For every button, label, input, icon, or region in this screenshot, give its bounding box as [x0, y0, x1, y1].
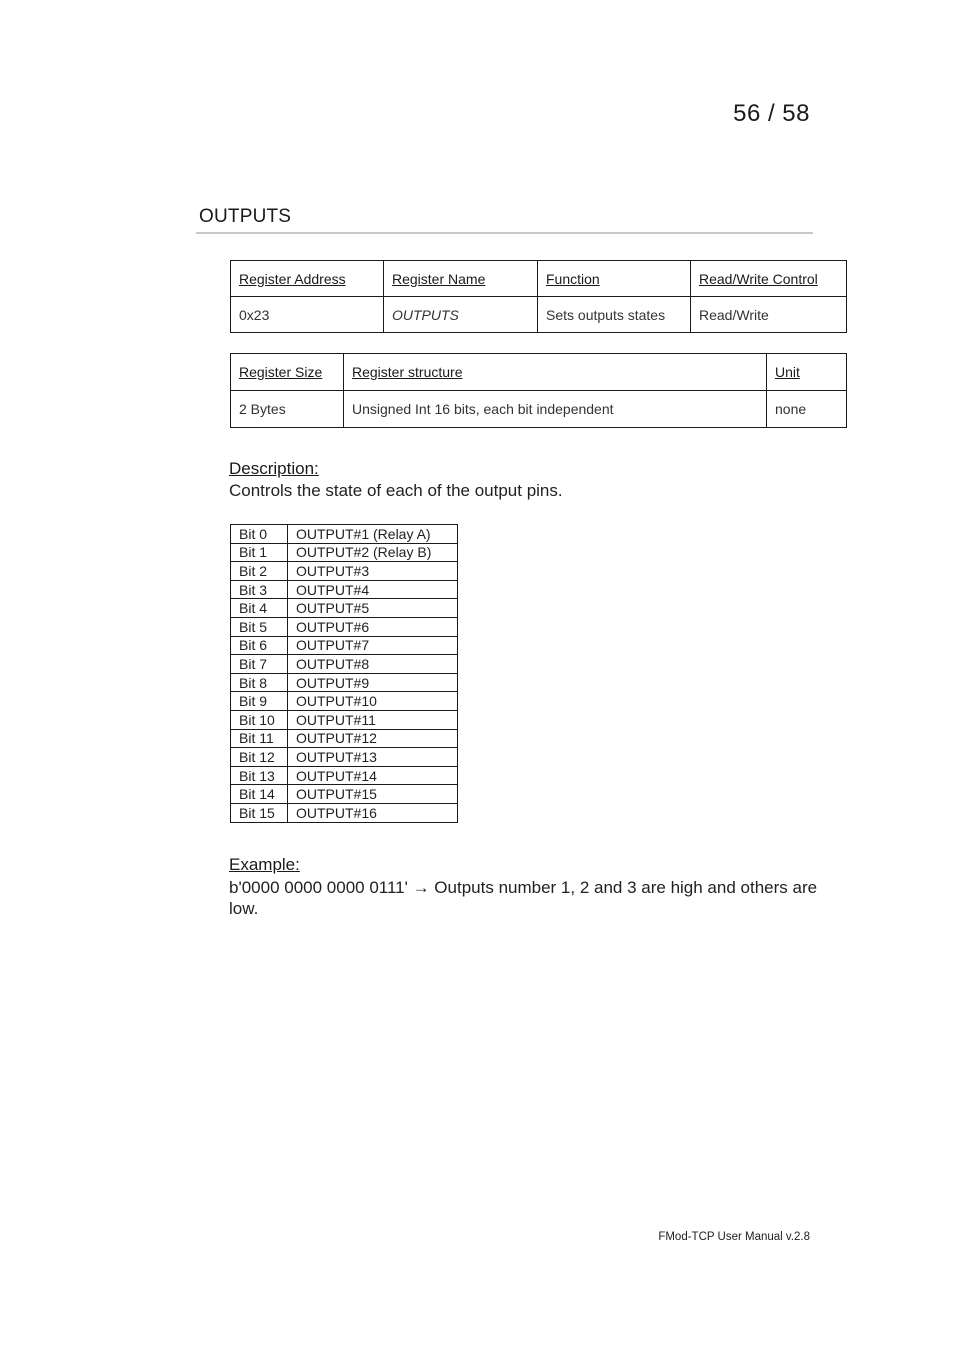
bit-cell: Bit 8	[231, 673, 288, 692]
table-row	[231, 692, 458, 711]
table-row	[231, 729, 458, 748]
table-row	[231, 580, 458, 599]
table-row	[231, 748, 458, 767]
example-text: b'0000 0000 0000 0111' → Outputs number 1, 2 and 3 are high and others are low.	[229, 878, 818, 918]
table-row	[231, 785, 458, 804]
bit-cell: Bit 3	[231, 580, 288, 599]
page-number: 56 / 58	[733, 100, 810, 127]
register-table	[230, 260, 847, 333]
output-cell: OUTPUT#6	[288, 617, 458, 636]
table-row	[231, 766, 458, 785]
table-header-cell: Function	[538, 261, 691, 297]
table-cell: 2 Bytes	[231, 391, 344, 428]
table-row	[231, 525, 458, 544]
table-row	[231, 599, 458, 618]
table-row	[231, 297, 847, 333]
table-row	[231, 636, 458, 655]
structure-table	[230, 353, 847, 428]
table-cell: 0x23	[231, 297, 384, 333]
output-cell: OUTPUT#2 (Relay B)	[288, 543, 458, 562]
bit-cell: Bit 11	[231, 729, 288, 748]
table-header-cell: Register Size	[231, 354, 344, 391]
bit-cell: Bit 12	[231, 748, 288, 767]
output-cell: OUTPUT#1 (Relay A)	[288, 525, 458, 544]
bit-cell: Bit 7	[231, 655, 288, 674]
table-header-cell: Read/Write Control	[691, 261, 847, 297]
table-header-cell: Unit	[767, 354, 847, 391]
table-header-cell: Register structure	[344, 354, 767, 391]
table-header-cell: Register Address	[231, 261, 384, 297]
output-cell: OUTPUT#9	[288, 673, 458, 692]
table-cell: Read/Write	[691, 297, 847, 333]
table-header-cell: Register Name	[384, 261, 538, 297]
table-row	[231, 617, 458, 636]
table-cell: OUTPUTS	[384, 297, 538, 333]
output-cell: OUTPUT#13	[288, 748, 458, 767]
output-cell: OUTPUT#5	[288, 599, 458, 618]
output-cell: OUTPUT#15	[288, 785, 458, 804]
output-cell: OUTPUT#8	[288, 655, 458, 674]
section-divider	[196, 232, 813, 234]
bit-cell: Bit 15	[231, 803, 288, 822]
table-header-row	[231, 261, 847, 297]
bit-cell: Bit 0	[231, 525, 288, 544]
output-cell: OUTPUT#3	[288, 562, 458, 581]
output-cell: OUTPUT#16	[288, 803, 458, 822]
output-cell: OUTPUT#12	[288, 729, 458, 748]
table-row	[231, 562, 458, 581]
description-heading: Description:	[229, 459, 319, 478]
bit-cell: Bit 13	[231, 766, 288, 785]
bit-cell: Bit 4	[231, 599, 288, 618]
table-header-row	[231, 354, 847, 391]
bits-table	[230, 524, 458, 823]
output-cell: OUTPUT#4	[288, 580, 458, 599]
bit-cell: Bit 14	[231, 785, 288, 804]
output-cell: OUTPUT#10	[288, 692, 458, 711]
bit-cell: Bit 2	[231, 562, 288, 581]
bit-cell: Bit 5	[231, 617, 288, 636]
bit-cell: Bit 10	[231, 710, 288, 729]
table-cell: Sets outputs states	[538, 297, 691, 333]
bit-cell: Bit 1	[231, 543, 288, 562]
table-cell: Unsigned Int 16 bits, each bit independent	[344, 391, 767, 428]
output-cell: OUTPUT#7	[288, 636, 458, 655]
description-text: Controls the state of each of the output pins.	[229, 481, 563, 500]
table-row	[231, 673, 458, 692]
footer-text: FMod-TCP User Manual v.2.8	[658, 1231, 810, 1243]
table-row	[231, 655, 458, 674]
section-title: OUTPUTS	[199, 206, 292, 227]
example-heading: Example:	[229, 855, 300, 874]
table-cell: none	[767, 391, 847, 428]
bit-cell: Bit 9	[231, 692, 288, 711]
table-row	[231, 710, 458, 729]
table-row	[231, 803, 458, 822]
bit-cell: Bit 6	[231, 636, 288, 655]
table-row	[231, 391, 847, 428]
output-cell: OUTPUT#11	[288, 710, 458, 729]
table-row	[231, 543, 458, 562]
output-cell: OUTPUT#14	[288, 766, 458, 785]
